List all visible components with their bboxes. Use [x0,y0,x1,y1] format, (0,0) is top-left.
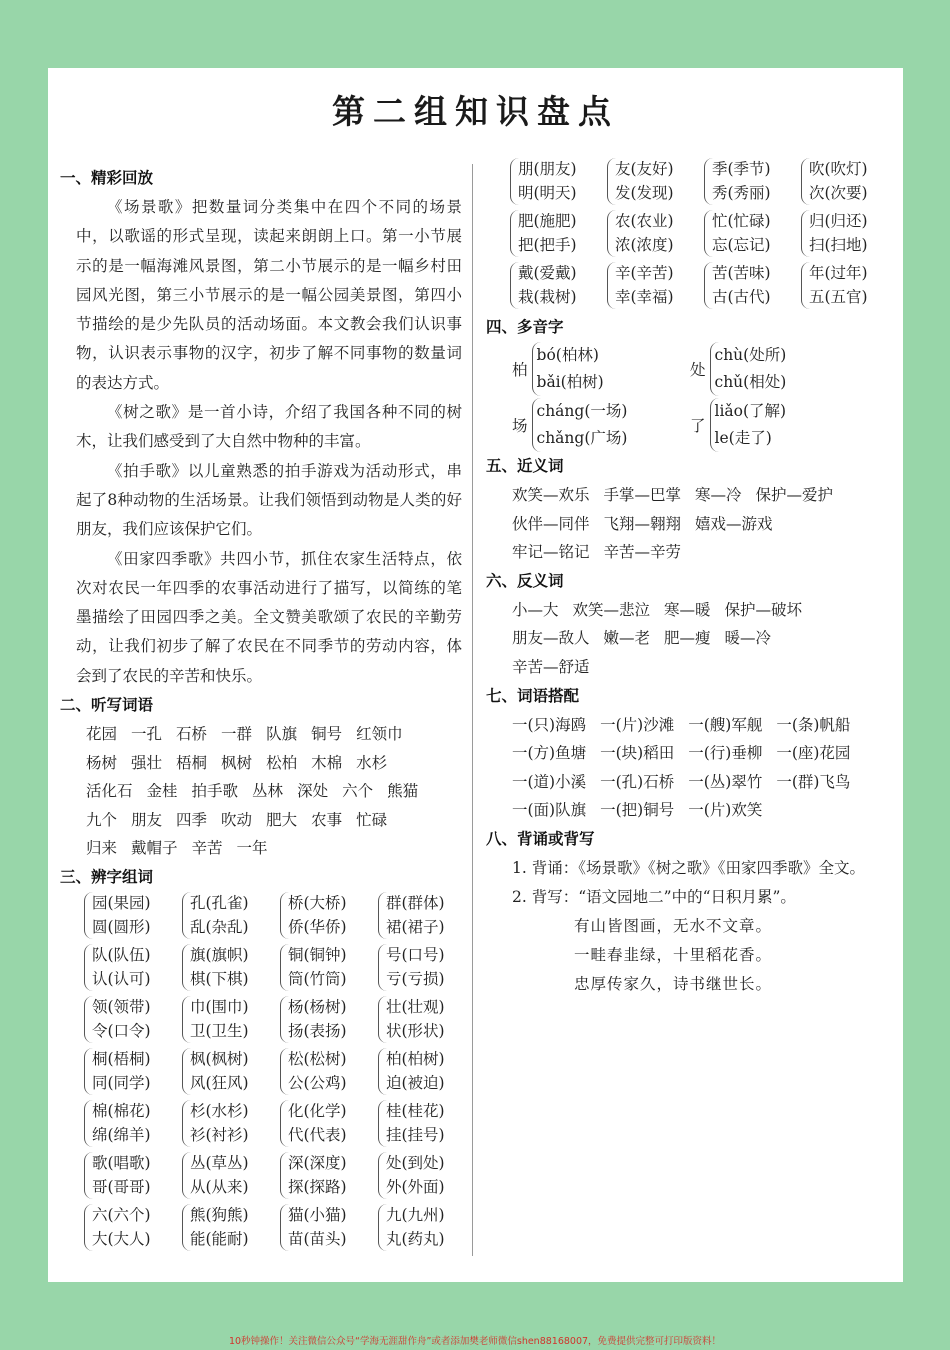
char-word: 棉(棉花) [92,1102,151,1121]
distinguish-grid-right [486,158,896,309]
collocation: 一(只)海鸥 [512,715,587,734]
word-row [512,768,896,797]
word: 归来 [86,839,118,858]
char-word: 衫(衬衫) [190,1125,249,1144]
word: 一孔 [131,725,163,744]
char-pair-group [84,1204,182,1251]
char-word: 歌(唱歌) [92,1154,151,1173]
char-pair-group [182,996,280,1043]
char-word: 代(代表) [288,1125,347,1144]
section-heading-dictation: 二、听写词语 [60,696,154,715]
section-heading-antonyms: 六、反义词 [486,571,564,590]
char-word: 幸(幸福) [615,287,674,306]
antonym-list [486,596,896,682]
reading: cháng(一场) [536,402,628,420]
char-word: 扬(表扬) [288,1021,347,1040]
char-word: 苗(苗头) [288,1229,347,1248]
char-word: 桐(梧桐) [92,1050,151,1069]
char-pair-group [378,944,476,991]
char-word: 把(把手) [518,235,577,254]
word-row [86,806,462,835]
reading: le(走了) [714,429,772,447]
char-word: 发(发现) [615,183,674,202]
section-heading-polyphone: 四、多音字 [486,318,564,336]
word-pair: 保护—破坏 [724,600,803,619]
section-heading-recitation: 八、背诵或背写 [486,829,595,848]
char-word: 侨(华侨) [288,917,347,936]
word: 松柏 [266,753,298,772]
worksheet-page [48,68,903,1282]
char-pair-group [510,158,607,205]
collocation: 一(艘)军舰 [688,715,763,734]
collocation: 一(丛)翠竹 [688,772,763,791]
char-pair-group [84,1152,182,1199]
char-pair-group [280,1204,378,1251]
right-column [486,158,896,999]
char-pair-group [801,158,898,205]
char-pair-group [84,892,182,939]
collocation: 一(道)小溪 [512,772,587,791]
polyphone-block [486,342,896,452]
word-row [512,481,896,510]
word: 活化石 [86,782,133,801]
word-pair: 飞翔—翱翔 [603,514,682,533]
section-heading-distinguish: 三、辨字组词 [60,868,154,887]
collocation: 一(座)花园 [776,744,851,763]
char-pair-group [801,210,898,257]
char-word: 探(探路) [288,1177,347,1196]
char-word: 朋(朋友) [518,160,577,178]
char-word: 乱(杂乱) [190,917,249,936]
word-pair: 肥—瘦 [664,629,711,648]
char-word: 六(六个) [92,1206,151,1225]
char-pair-group [280,1152,378,1199]
char-word: 杨(杨树) [288,998,347,1017]
word-pair: 朋友—敌人 [512,629,590,648]
reading: bó(柏林) [536,346,599,364]
char-word: 友(友好) [615,160,674,178]
collocation: 一(条)帆船 [776,715,851,734]
word: 金桂 [146,782,178,801]
word-row [512,653,896,682]
char-pair-group [378,996,476,1043]
char-word: 秀(秀丽) [712,183,771,202]
char-word: 状(形状) [386,1021,445,1040]
char-pair-group [801,262,898,309]
word: 拍手歌 [191,782,239,801]
word-row [512,624,896,653]
char-pair-group [84,1100,182,1147]
word: 忙碌 [356,810,388,829]
char-word: 次(次要) [809,183,868,202]
char-word: 年(过年) [809,264,868,282]
word: 吹动 [221,810,253,829]
word-row [512,796,896,825]
char-word: 棋(下棋) [190,969,249,988]
word: 熊猫 [387,782,419,801]
char-word: 旗(旗帜) [190,946,249,965]
char-word: 桥(大桥) [288,894,347,913]
char-word: 吹(吹灯) [809,160,868,178]
char-word: 园(果园) [92,894,151,913]
word: 石桥 [176,725,208,744]
char-word: 巾(围巾) [190,998,249,1017]
char-word: 认(认可) [92,969,151,988]
char-word: 卫(卫生) [190,1021,249,1040]
polyphone-group [512,342,604,396]
polyphone-char: 场 [512,417,528,435]
word-row [86,834,462,863]
char-word: 归(归还) [809,212,868,230]
reading: liǎo(了解) [714,402,787,420]
paragraph: 《拍手歌》以儿童熟悉的拍手游戏为活动形式，串起了8种动物的生活场景。让我们领悟到动物是人类的好朋友，我们应该保护它们。 [76,461,462,539]
char-pair-group [182,1048,280,1095]
word-pair: 欢笑—悲泣 [572,600,651,619]
poem-line: 忠厚传家久，诗书继世长。 [574,974,773,993]
char-word: 大(大人) [92,1229,151,1248]
char-word: 从(从来) [190,1177,249,1196]
char-word: 柏(柏树) [386,1050,445,1069]
char-word: 裙(裙子) [386,917,445,936]
word-pair: 辛苦—辛劳 [603,543,682,562]
char-word: 铜(铜钟) [288,946,347,965]
word-pair: 手掌—巴掌 [603,486,682,504]
char-pair-group [704,210,801,257]
word-pair: 嫩—老 [603,629,651,648]
word: 红领巾 [356,725,403,744]
char-pair-group [280,1048,378,1095]
word-pair: 寒—冷 [695,486,742,504]
char-pair-group [607,210,704,257]
char-pair-group [704,158,801,205]
char-word: 苦(苦味) [712,264,771,282]
word: 一年 [236,839,268,858]
footer-notice: 10秒钟操作！关注微信公众号“学海无涯甜作舟”或者添加樊老师微信shen88168007，免费提供完整可打印版资料！ [228,1336,722,1347]
char-word: 外(外面) [386,1177,445,1196]
char-word: 忙(忙碌) [712,212,771,230]
char-word: 孔(孔雀) [190,894,249,913]
word-pair: 暖—冷 [724,629,772,648]
paragraph: 《田家四季歌》共四小节，抓住农家生活特点，依次对农民一年四季的农事活动进行了描写，以简练的笔墨描绘了田园四季之美。全文赞美歌颂了农民的辛勤劳动，让我们初步了解了农民在不同季节的劳动内容，体会到了农民的辛苦和快乐。 [76,549,462,685]
char-word: 丸(药丸) [386,1229,445,1248]
word-row [86,749,462,778]
char-word: 熊(狗熊) [190,1206,249,1225]
polyphone-char: 了 [690,417,706,435]
char-word: 令(口令) [92,1021,151,1040]
poem-line: 有山皆图画，无水不文章。 [574,916,773,935]
char-word: 筒(竹筒) [288,969,347,988]
word: 农事 [311,810,343,829]
word: 戴帽子 [131,839,178,858]
paragraph: 《场景歌》把数量词分类集中在四个不同的场景中，以歌谣的形式呈现，读起来朗朗上口。第一小节展示的是一幅海滩风景图，第二小节展示的是一幅乡村田园风光图，第三小节展示的是一幅公园美景图，第四小节描绘的是少先队员的活动场面。本文教会我们认识事物，认识表示事物的汉字，初步了解不同事物的数量词的表达方式。 [76,198,462,392]
word-pair: 保护—爱护 [755,486,834,504]
char-word: 队(队伍) [92,946,151,965]
word: 辛苦 [191,839,223,858]
distinguish-grid-left [60,892,462,1251]
char-pair-group [607,262,704,309]
polyphone-group [512,398,627,452]
char-pair-group [280,944,378,991]
char-word: 处(到处) [386,1154,445,1173]
word: 朋友 [131,810,163,829]
char-pair-group [84,1048,182,1095]
word: 杨树 [86,753,118,772]
char-pair-group [510,262,607,309]
char-pair-group [704,262,801,309]
char-word: 枫(枫树) [190,1050,249,1069]
recite-line: 2. 背写：“语文园地二”中的“日积月累”。 [512,887,796,906]
char-pair-group [280,1100,378,1147]
char-word: 栽(栽树) [518,287,577,306]
word: 强壮 [131,753,163,772]
word: 深处 [297,782,329,801]
collocation: 一(群)飞鸟 [776,772,851,791]
char-word: 化(化学) [288,1102,347,1121]
char-pair-group [182,1100,280,1147]
char-pair-group [84,996,182,1043]
char-word: 公(公鸡) [288,1073,347,1092]
word-pair: 寒—暖 [664,600,711,619]
collocation: 一(行)垂柳 [688,744,763,763]
char-word: 号(口号) [386,946,445,965]
collocation: 一(把)铜号 [600,801,675,820]
polyphone-char: 柏 [512,361,528,379]
word: 花园 [86,725,118,744]
char-word: 明(明天) [518,183,577,202]
polyphone-group [690,342,786,396]
word-row [512,510,896,539]
char-word: 桂(桂花) [386,1102,445,1121]
brace [710,398,787,452]
char-word: 扫(扫地) [809,235,868,254]
char-word: 古(古代) [712,287,771,306]
word: 四季 [176,810,208,829]
word-pair: 欢笑—欢乐 [512,486,590,504]
poem-line: 一畦春韭绿，十里稻花香。 [574,945,773,964]
word-row [512,538,896,567]
char-pair-group [378,1100,476,1147]
char-pair-group [378,1204,476,1251]
brace [710,342,787,396]
char-word: 九(九州) [386,1206,445,1225]
char-pair-group [280,892,378,939]
char-word: 迫(被迫) [386,1073,445,1092]
char-word: 辛(辛苦) [615,264,674,282]
section-heading-synonyms: 五、近义词 [486,457,564,475]
char-pair-group [378,1152,476,1199]
char-word: 深(深度) [288,1154,347,1173]
collocation: 一(片)欢笑 [688,801,763,820]
char-word: 杉(水杉) [190,1102,249,1121]
reading: bǎi(柏树) [536,373,604,391]
char-pair-group [84,944,182,991]
collocation: 一(方)鱼塘 [512,744,587,763]
word-row [86,777,462,806]
brace [532,398,628,452]
char-word: 领(领带) [92,998,151,1017]
word-pair: 牢记—铭记 [512,543,590,562]
char-word: 挂(挂号) [386,1125,445,1144]
char-word: 浓(浓度) [615,235,674,254]
left-column [60,164,462,1251]
collocation: 一(面)队旗 [512,801,587,820]
char-pair-group [182,944,280,991]
char-word: 肥(施肥) [518,212,577,230]
word: 铜号 [311,725,343,744]
reading: chù(处所) [714,346,787,364]
word-row [86,720,462,749]
word: 九个 [86,810,118,829]
word: 水杉 [356,753,388,772]
word: 木棉 [311,753,343,772]
polyphone-group [690,398,786,452]
char-word: 戴(爱戴) [518,264,577,282]
char-word: 同(同学) [92,1073,151,1092]
char-word: 农(农业) [615,212,674,230]
word-row [512,711,896,740]
brace [532,342,604,396]
word: 枫树 [221,753,253,772]
word-row [512,596,896,625]
collocation: 一(孔)石桥 [600,772,675,791]
char-word: 圆(圆形) [92,917,151,936]
char-word: 季(季节) [712,160,771,178]
char-pair-group [378,1048,476,1095]
reading: chǎng(广场) [536,429,628,447]
synonym-list [486,481,896,567]
page-title: 第二组知识盘点 [332,92,619,131]
char-pair-group [510,210,607,257]
word-pair: 小—大 [512,600,559,619]
word: 梧桐 [176,753,208,772]
word: 丛林 [252,782,284,801]
word: 六个 [342,782,374,801]
polyphone-char: 处 [690,361,706,379]
char-pair-group [607,158,704,205]
char-word: 群(群体) [386,894,445,913]
word-pair: 嬉戏—游戏 [695,514,773,533]
char-word: 哥(哥哥) [92,1177,151,1196]
collocation: 一(块)稻田 [600,744,675,763]
reading: chǔ(相处) [714,373,787,391]
char-word: 能(能耐) [190,1229,249,1248]
char-pair-group [182,1152,280,1199]
recite-line: 1. 背诵：《场景歌》《树之歌》《田家四季歌》全文。 [512,858,865,877]
word-pair: 伙伴—同伴 [512,514,590,533]
char-word: 亏(亏损) [386,969,445,988]
char-word: 丛(草丛) [190,1154,249,1173]
word-pair: 辛苦—舒适 [512,657,590,676]
char-word: 风(狂风) [190,1073,249,1092]
word-row [512,739,896,768]
char-pair-group [182,892,280,939]
section-heading-collocation: 七、词语搭配 [486,686,580,705]
char-word: 壮(壮观) [386,998,445,1017]
char-pair-group [280,996,378,1043]
char-word: 忘(忘记) [712,235,771,254]
char-word: 五(五官) [809,287,868,306]
char-word: 猫(小猫) [288,1206,347,1225]
section-heading-review: 一、精彩回放 [60,169,154,187]
collocation: 一(片)沙滩 [600,715,675,734]
word: 肥大 [266,810,298,829]
collocation-list [486,711,896,825]
char-pair-group [378,892,476,939]
word: 一群 [221,725,253,744]
char-pair-group [182,1204,280,1251]
word: 队旗 [266,725,298,744]
char-word: 松(松树) [288,1050,347,1069]
dictation-list [60,720,462,863]
char-word: 绵(绵羊) [92,1125,151,1144]
paragraph: 《树之歌》是一首小诗，介绍了我国各种不同的树木，让我们感受到了大自然中物种的丰富。 [76,403,462,451]
